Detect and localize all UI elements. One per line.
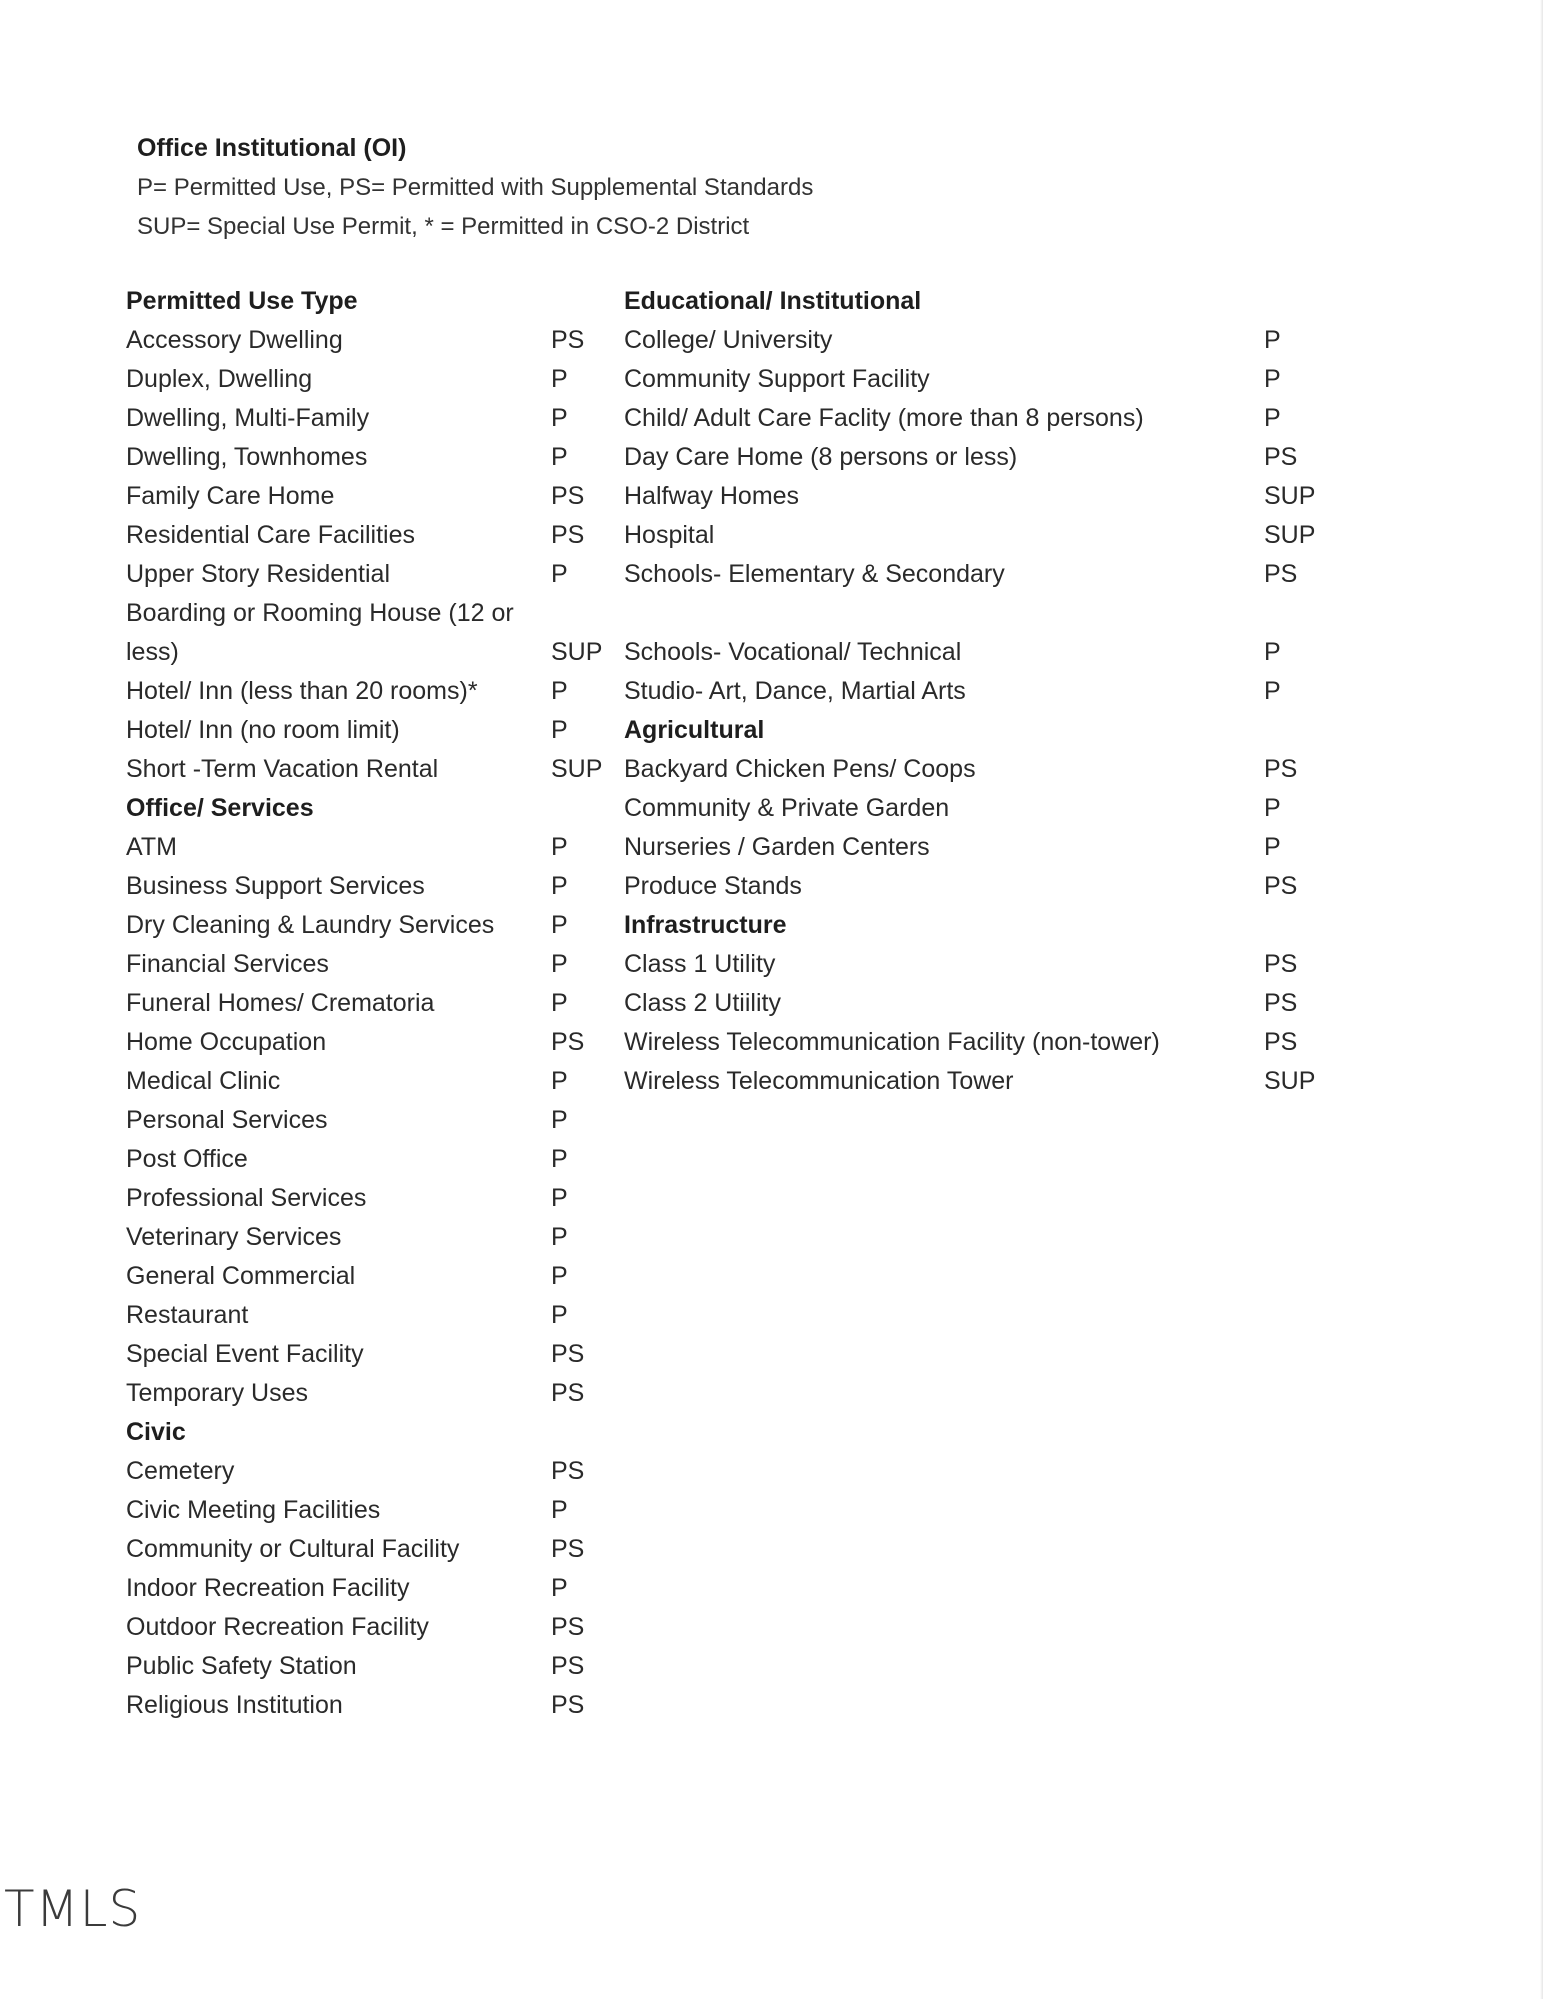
use-row [126,1452,606,1491]
use-name: Cemetery [126,1457,235,1485]
section-heading-label: Permitted Use Type [126,287,358,315]
permit-code: P [551,443,568,471]
permit-code: SUP [551,638,603,666]
permit-code: P [551,1223,568,1251]
use-row [126,594,606,672]
use-name: College/ University [624,326,833,354]
use-row [624,789,1324,828]
use-name: Outdoor Recreation Facility [126,1613,429,1641]
permit-code: P [1264,326,1281,354]
use-row [624,555,1324,594]
permit-code: PS [551,1457,585,1485]
use-name: Professional Services [126,1184,367,1212]
use-row [624,477,1324,516]
use-name: Community or Cultural Facility [126,1535,460,1563]
use-row [126,1296,606,1335]
use-row [126,438,606,477]
use-row [624,399,1324,438]
section-heading-label: Civic [126,1418,186,1446]
use-row [624,828,1324,867]
use-name: Halfway Homes [624,482,800,510]
use-name: Public Safety Station [126,1652,357,1680]
use-row [126,1140,606,1179]
use-name: Community Support Facility [624,365,930,393]
permit-code: P [551,404,568,432]
use-name: Produce Stands [624,872,802,900]
use-name: Home Occupation [126,1028,327,1056]
use-row [126,750,606,789]
right-use-column [624,282,1324,1101]
use-row [126,1491,606,1530]
permit-code: P [1264,833,1281,861]
use-name: Veterinary Services [126,1223,342,1251]
use-row [126,1686,606,1725]
use-row [126,1569,606,1608]
permit-code: P [551,1067,568,1095]
permit-code: P [1264,794,1281,822]
permit-code: P [551,833,568,861]
use-name: Post Office [126,1145,248,1173]
permit-code: PS [551,1535,585,1563]
use-name: Child/ Adult Care Faclity (more than 8 persons) [624,404,1144,432]
use-row [126,1608,606,1647]
permit-code: PS [1264,443,1298,471]
use-row [126,711,606,750]
use-row [126,1647,606,1686]
permit-code: SUP [1264,1067,1316,1095]
permit-code: P [551,1184,568,1212]
permit-code: PS [551,326,585,354]
use-row [126,1374,606,1413]
permit-code: PS [551,521,585,549]
section-heading-label: Office/ Services [126,794,314,822]
use-name: Family Care Home [126,482,335,510]
permit-code: PS [551,1340,585,1368]
use-name: Wireless Telecommunication Facility (non-tower) [624,1028,1160,1056]
use-name: Dry Cleaning & Laundry Services [126,911,495,939]
use-name: Wireless Telecommunication Tower [624,1067,1014,1095]
use-name: Indoor Recreation Facility [126,1574,410,1602]
use-row [126,1335,606,1374]
use-row [126,1179,606,1218]
use-row [624,1023,1324,1062]
use-row [126,1257,606,1296]
use-row [624,672,1324,711]
use-name: Backyard Chicken Pens/ Coops [624,755,976,783]
permit-code: P [551,677,568,705]
permit-code: P [551,560,568,588]
use-name: Personal Services [126,1106,328,1134]
use-row [624,321,1324,360]
permit-code: PS [551,1379,585,1407]
permit-code: PS [551,482,585,510]
use-name: Studio- Art, Dance, Martial Arts [624,677,966,705]
use-name: Class 1 Utility [624,950,776,978]
use-name: Restaurant [126,1301,249,1329]
permit-code: P [551,1301,568,1329]
use-name: Special Event Facility [126,1340,364,1368]
permit-code: P [551,1496,568,1524]
use-row [126,1062,606,1101]
use-name: Schools- Elementary & Secondary [624,560,1005,588]
permit-code: PS [551,1613,585,1641]
permit-code: P [1264,404,1281,432]
use-name: Nurseries / Garden Centers [624,833,930,861]
permit-code: SUP [551,755,603,783]
use-row [126,1530,606,1569]
section-heading [624,282,1324,321]
legend-line-1: P= Permitted Use, PS= Permitted with Supplemental Standards [137,174,814,201]
permit-code: P [551,1106,568,1134]
permit-code: P [551,365,568,393]
use-name: Dwelling, Multi-Family [126,404,370,432]
section-heading-label: Agricultural [624,716,765,744]
use-row [624,438,1324,477]
district-title: Office Institutional (OI) [137,134,407,162]
use-row [126,555,606,594]
use-name: Upper Story Residential [126,560,391,588]
use-name: Community & Private Garden [624,794,950,822]
use-row [126,1218,606,1257]
use-row [126,360,606,399]
permit-code: PS [1264,989,1298,1017]
section-heading-label: Infrastructure [624,911,787,939]
section-heading [126,789,606,828]
tmls-watermark-logo: TMLS [4,1880,142,1938]
use-name: Funeral Homes/ Crematoria [126,989,435,1017]
use-row [624,360,1324,399]
use-row [126,984,606,1023]
permit-code: P [551,911,568,939]
use-row [126,477,606,516]
permit-code: P [551,989,568,1017]
use-row [126,1101,606,1140]
use-name: Short -Term Vacation Rental [126,755,439,783]
use-name: Dwelling, Townhomes [126,443,368,471]
use-name: General Commercial [126,1262,356,1290]
permit-code: P [551,1262,568,1290]
use-row [624,945,1324,984]
section-heading [126,282,606,321]
use-name: Medical Clinic [126,1067,281,1095]
use-row [126,1023,606,1062]
permit-code: PS [551,1691,585,1719]
use-name: Class 2 Utiility [624,989,781,1017]
legend-line-2: SUP= Special Use Permit, * = Permitted in CSO-2 District [137,213,750,240]
use-name: Temporary Uses [126,1379,308,1407]
use-row [624,867,1324,906]
left-use-column [126,282,606,1725]
use-name: Business Support Services [126,872,425,900]
permit-code: P [551,1574,568,1602]
permit-code: PS [1264,560,1298,588]
use-row [126,399,606,438]
section-heading [126,1413,606,1452]
use-row [624,633,1324,672]
use-name: Civic Meeting Facilities [126,1496,381,1524]
use-name: Residential Care Facilities [126,521,416,549]
permit-code: PS [1264,950,1298,978]
use-name: ATM [126,833,177,861]
section-heading-label: Educational/ Institutional [624,287,922,315]
permit-code: P [551,950,568,978]
use-row [624,750,1324,789]
use-name: Duplex, Dwelling [126,365,313,393]
permit-code: P [551,872,568,900]
permit-code: P [1264,365,1281,393]
permit-code: PS [551,1028,585,1056]
permit-code: SUP [1264,482,1316,510]
permit-code: SUP [1264,521,1316,549]
permit-code: PS [1264,755,1298,783]
permit-code: P [551,716,568,744]
permit-code: PS [551,1652,585,1680]
use-row [624,1062,1324,1101]
permit-code: P [1264,638,1281,666]
use-name: Religious Institution [126,1691,343,1719]
document-header [137,128,813,246]
use-row [624,984,1324,1023]
row-spacer [624,594,1324,633]
use-name: Hospital [624,521,715,549]
permit-code: PS [1264,1028,1298,1056]
permit-code: PS [1264,872,1298,900]
use-row [126,828,606,867]
permit-code: P [1264,677,1281,705]
permit-code: P [551,1145,568,1173]
use-name: Hotel/ Inn (no room limit) [126,716,400,744]
use-row [126,321,606,360]
use-name: Day Care Home (8 persons or less) [624,443,1018,471]
use-row [624,516,1324,555]
use-row [126,867,606,906]
use-name: Accessory Dwelling [126,326,343,354]
use-name: Boarding or Rooming House (12 or less) [126,599,514,666]
use-row [126,516,606,555]
use-row [126,906,606,945]
use-row [126,945,606,984]
use-name: Financial Services [126,950,329,978]
section-heading [624,711,1324,750]
use-name: Schools- Vocational/ Technical [624,638,962,666]
use-name: Hotel/ Inn (less than 20 rooms)* [126,677,478,705]
section-heading [624,906,1324,945]
use-row [126,672,606,711]
